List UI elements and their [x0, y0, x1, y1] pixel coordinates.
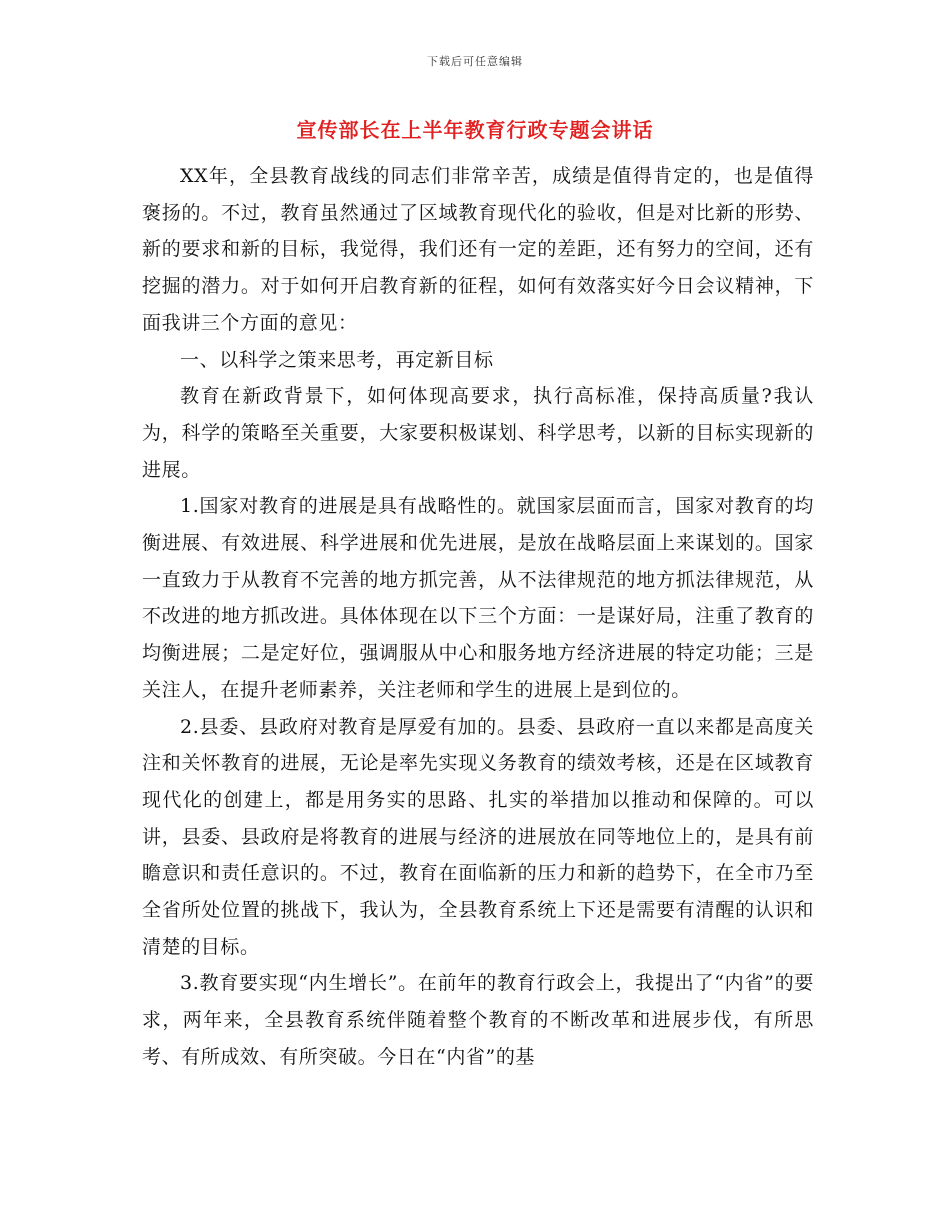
document-title: 宣传部长在上半年教育行政专题会讲话 [296, 118, 654, 142]
paragraph-point-one: 1.国家对教育的进展是具有战略性的。就国家层面而言，国家对教育的均衡进展、有效进展、科学进展和优先进展，是放在战略层面上来谋划的。国家一直致力于从教育不完善的地方抓完善，从不法律规范的地方抓法律规范，从不改进的地方抓改进。具体体现在以下三个方面：一是谋好局，注重了教育的均衡进展；二是定好位，强调服从中心和服务地方经济进展的特定功能；三是关注人，在提升老师素养，关注老师和学生的进展上是到位的。 [142, 495, 814, 701]
document-body [142, 158, 814, 1076]
paragraph-intro: XX年，全县教育战线的同志们非常辛苦，成绩是值得肯定的，也是值得褒扬的。不过，教育虽然通过了区域教育现代化的验收，但是对比新的形势、新的要求和新的目标，我觉得，我们还有一定的差距，还有努力的空间，还有挖掘的潜力。对于如何开启教育新的征程，如何有效落实好今日会议精神，下面我讲三个方面的意见： [142, 165, 814, 334]
section-heading-one: 一、以科学之策来思考，再定新目标 [180, 348, 494, 371]
paragraph-point-three: 3.教育要实现“内生增长”。在前年的教育行政会上，我提出了“内省”的要求，两年来，全县教育系统伴随着整个教育的不断改革和进展步伐，有所思考、有所成效、有所突破。今日在“内省”的基 [142, 972, 814, 1068]
paragraph-point-two: 2.县委、县政府对教育是厚爱有加的。县委、县政府一直以来都是高度关注和关怀教育的进展，无论是率先实现义务教育的绩效考核，还是在区域教育现代化的创建上，都是用务实的思路、扎实的举措加以推动和保障的。可以讲，县委、县政府是将教育的进展与经济的进展放在同等地位上的，是具有前瞻意识和责任意识的。不过，教育在面临新的压力和新的趋势下，在全市乃至全省所处位置的挑战下，我认为，全县教育系统上下还是需要有清醒的认识和清楚的目标。 [142, 715, 814, 958]
page-header-note: 下载后可任意编辑 [427, 55, 523, 68]
paragraph-section-one-intro: 教育在新政背景下，如何体现高要求，执行高标准，保持高质量?我认为，科学的策略至关重要，大家要积极谋划、科学思考，以新的目标实现新的进展。 [142, 385, 814, 481]
